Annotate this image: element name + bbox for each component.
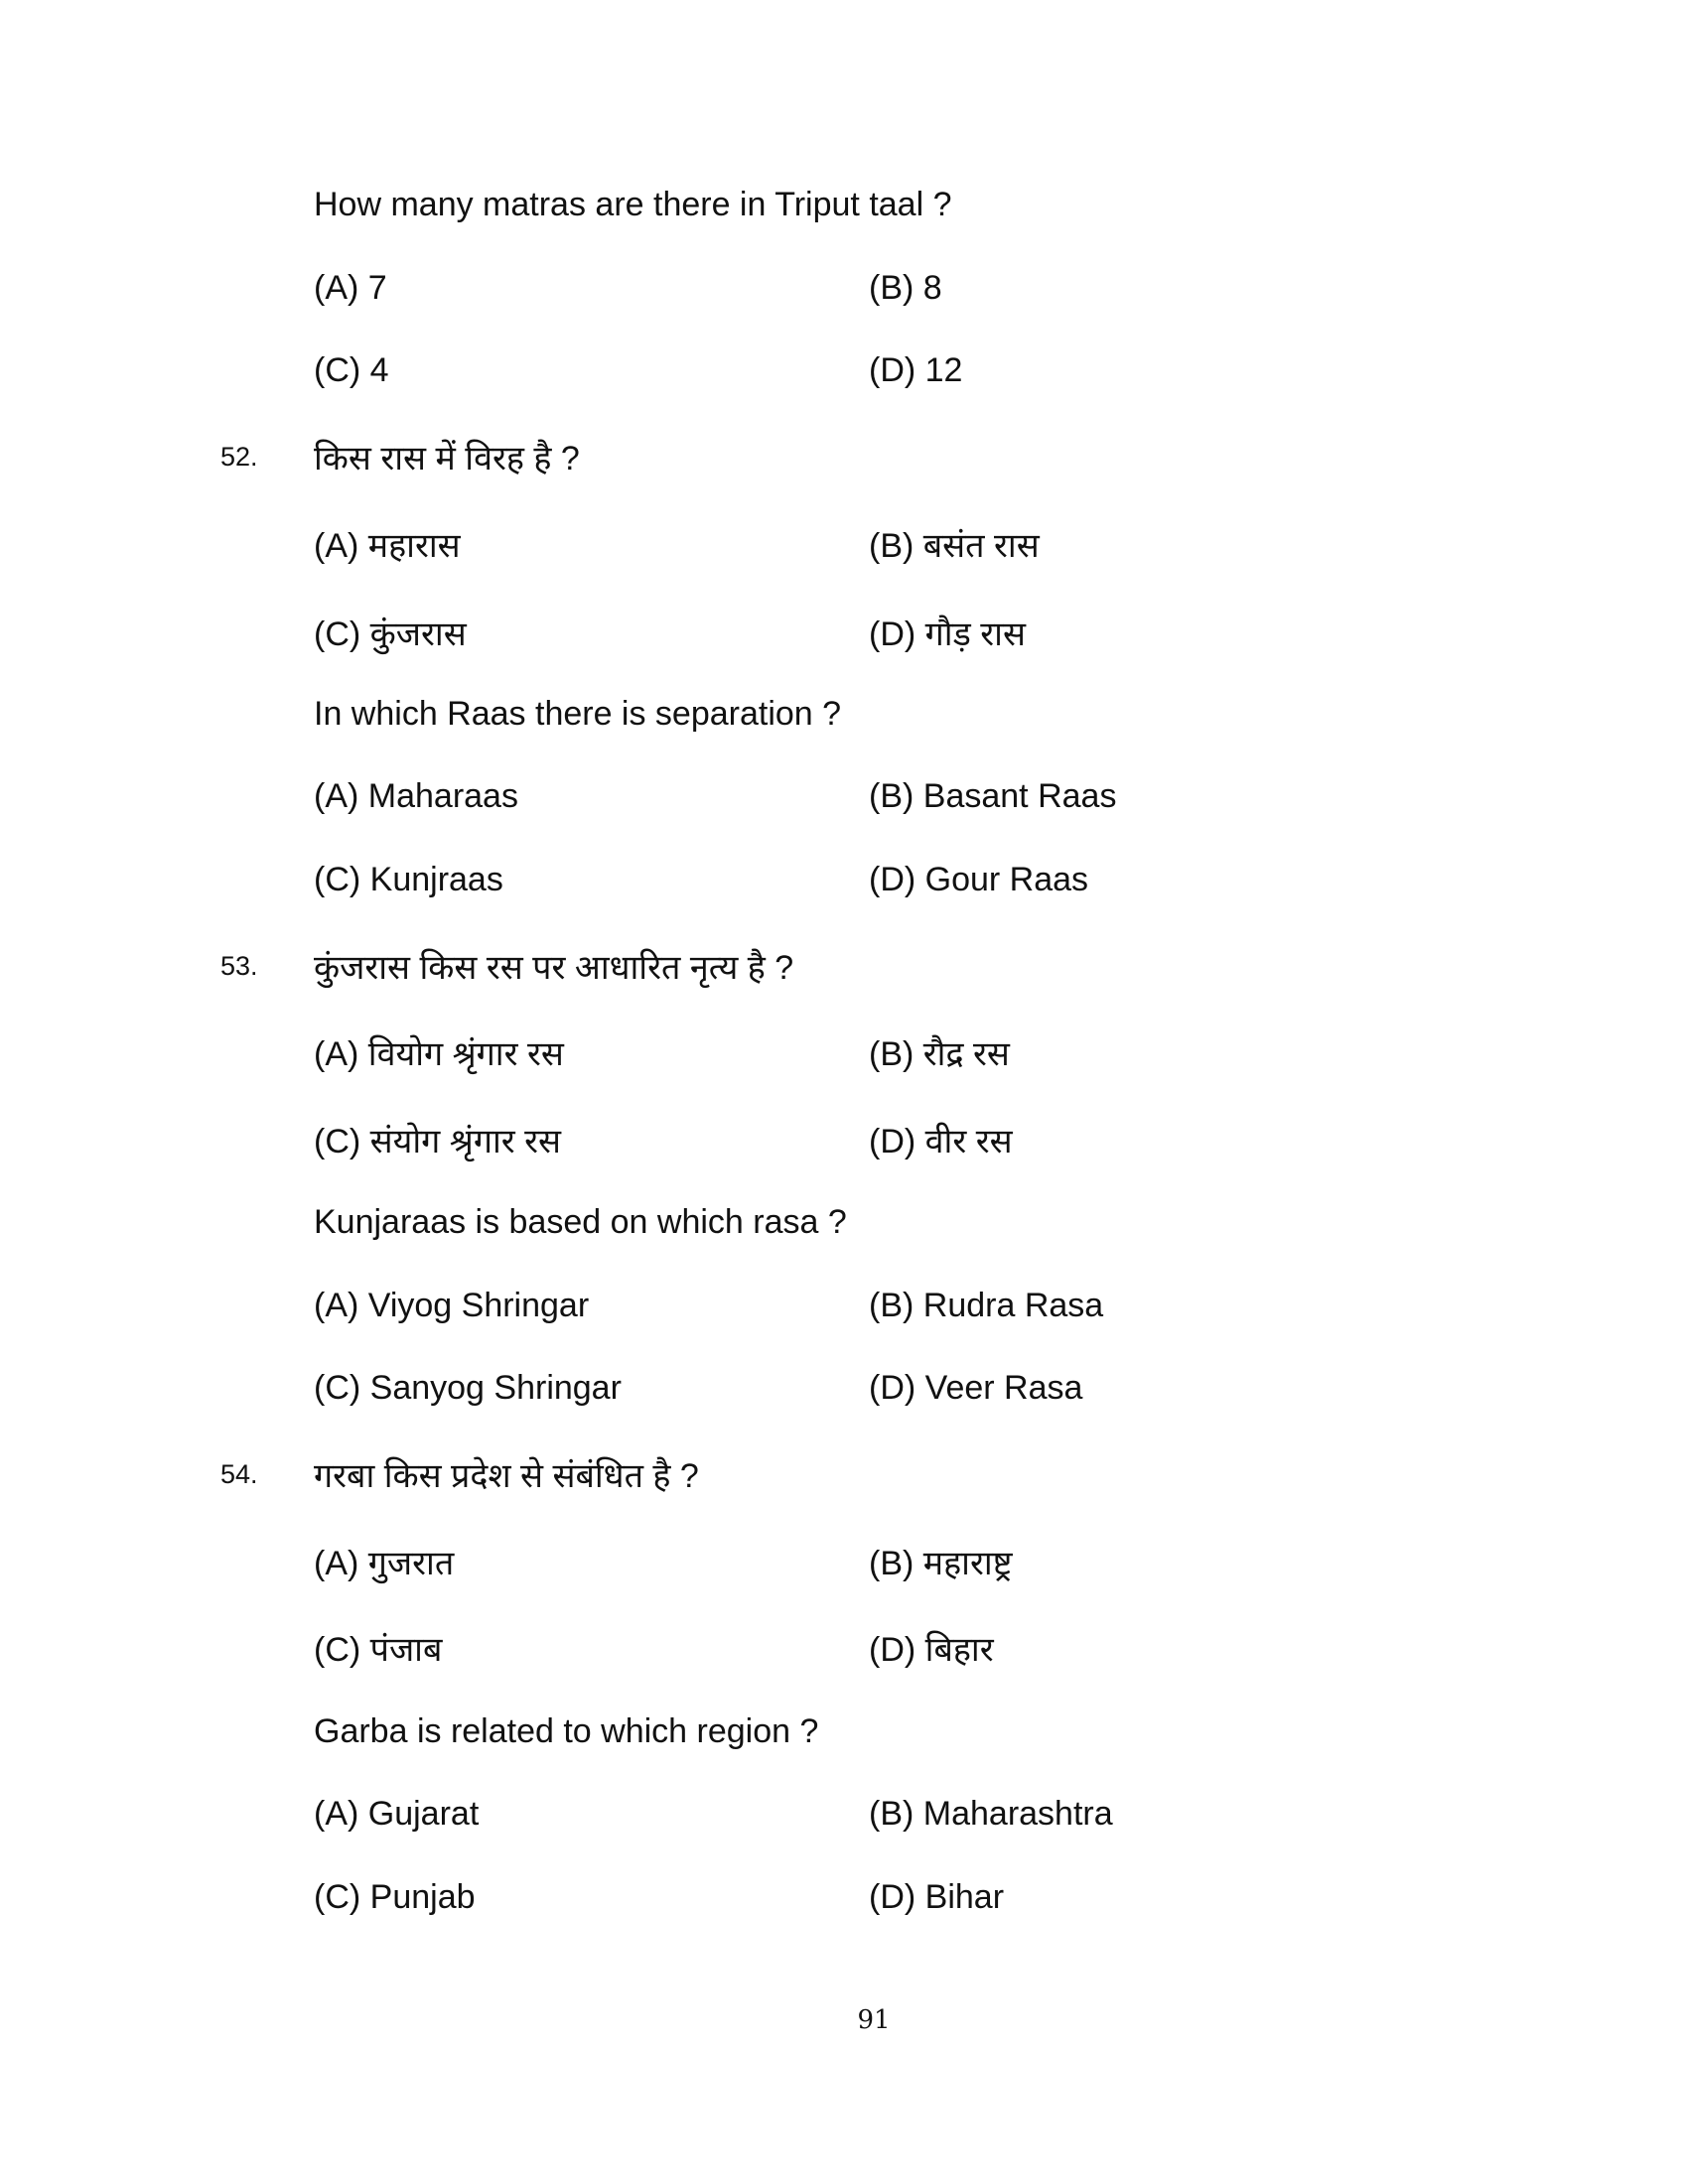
options-row	[0, 1874, 1688, 1924]
options-row	[0, 857, 1688, 906]
option-b: (B) Rudra Rasa	[869, 1287, 1104, 1324]
option-d: (D) 12	[869, 351, 963, 389]
question-text: Garba is related to which region ?	[314, 1712, 819, 1750]
question-number: 53.	[220, 951, 258, 981]
option-d: (D) बिहार	[869, 1631, 994, 1669]
option-a: (A) महारास	[314, 527, 461, 565]
option-c: (C) पंजाब	[314, 1631, 443, 1669]
options-row	[0, 347, 1688, 397]
option-a: (A) गुजरात	[314, 1545, 455, 1582]
question-text: How many matras are there in Triput taal ?	[314, 186, 952, 223]
option-a: (A) Maharaas	[314, 777, 518, 815]
question-52-en	[0, 691, 1688, 741]
options-row	[0, 1791, 1688, 1841]
options-row	[0, 1365, 1688, 1415]
option-c: (C) Sanyog Shringar	[314, 1369, 622, 1407]
option-c: (C) 4	[314, 351, 389, 389]
question-54-en	[0, 1708, 1688, 1758]
options-row	[0, 517, 1688, 567]
option-d: (D) Bihar	[869, 1878, 1005, 1916]
options-row	[0, 1535, 1688, 1584]
question-53-hi	[0, 939, 1688, 989]
option-b: (B) 8	[869, 269, 942, 307]
option-b: (B) महाराष्ट्र	[869, 1545, 1013, 1582]
question-number: 54.	[220, 1459, 258, 1489]
options-row	[0, 606, 1688, 655]
options-row	[0, 265, 1688, 315]
options-row	[0, 1621, 1688, 1671]
question-54-hi	[0, 1447, 1688, 1497]
option-b: (B) Basant Raas	[869, 777, 1117, 815]
option-a: (A) Viyog Shringar	[314, 1287, 590, 1324]
option-d: (D) गौड़ रास	[869, 615, 1026, 653]
question-51-en	[0, 182, 1688, 231]
option-a: (A) Gujarat	[314, 1795, 480, 1833]
option-a: (A) 7	[314, 269, 387, 307]
options-row	[0, 1025, 1688, 1075]
question-text: Kunjaraas is based on which rasa ?	[314, 1203, 847, 1241]
option-d: (D) Veer Rasa	[869, 1369, 1083, 1407]
options-row	[0, 1113, 1688, 1162]
options-row	[0, 1283, 1688, 1332]
question-text: कुंजरास किस रस पर आधारित नृत्य है ?	[314, 949, 794, 987]
question-52-hi	[0, 430, 1688, 479]
option-d: (D) Gour Raas	[869, 861, 1089, 898]
question-53-en	[0, 1199, 1688, 1249]
option-c: (C) Kunjraas	[314, 861, 503, 898]
question-text: In which Raas there is separation ?	[314, 695, 842, 733]
option-d: (D) वीर रस	[869, 1123, 1013, 1160]
option-b: (B) बसंत रास	[869, 527, 1040, 565]
option-c: (C) संयोग श्रृंगार रस	[314, 1123, 562, 1160]
question-text: गरबा किस प्रदेश से संबंधित है ?	[314, 1457, 699, 1495]
option-a: (A) वियोग श्रृंगार रस	[314, 1035, 564, 1073]
option-c: (C) कुंजरास	[314, 615, 467, 653]
page-number: 91	[857, 2005, 891, 2035]
options-row	[0, 773, 1688, 823]
option-b: (B) रौद्र रस	[869, 1035, 1010, 1073]
option-c: (C) Punjab	[314, 1878, 476, 1916]
question-text: किस रास में विरह है ?	[314, 440, 580, 478]
option-b: (B) Maharashtra	[869, 1795, 1113, 1833]
question-number: 52.	[220, 442, 258, 472]
